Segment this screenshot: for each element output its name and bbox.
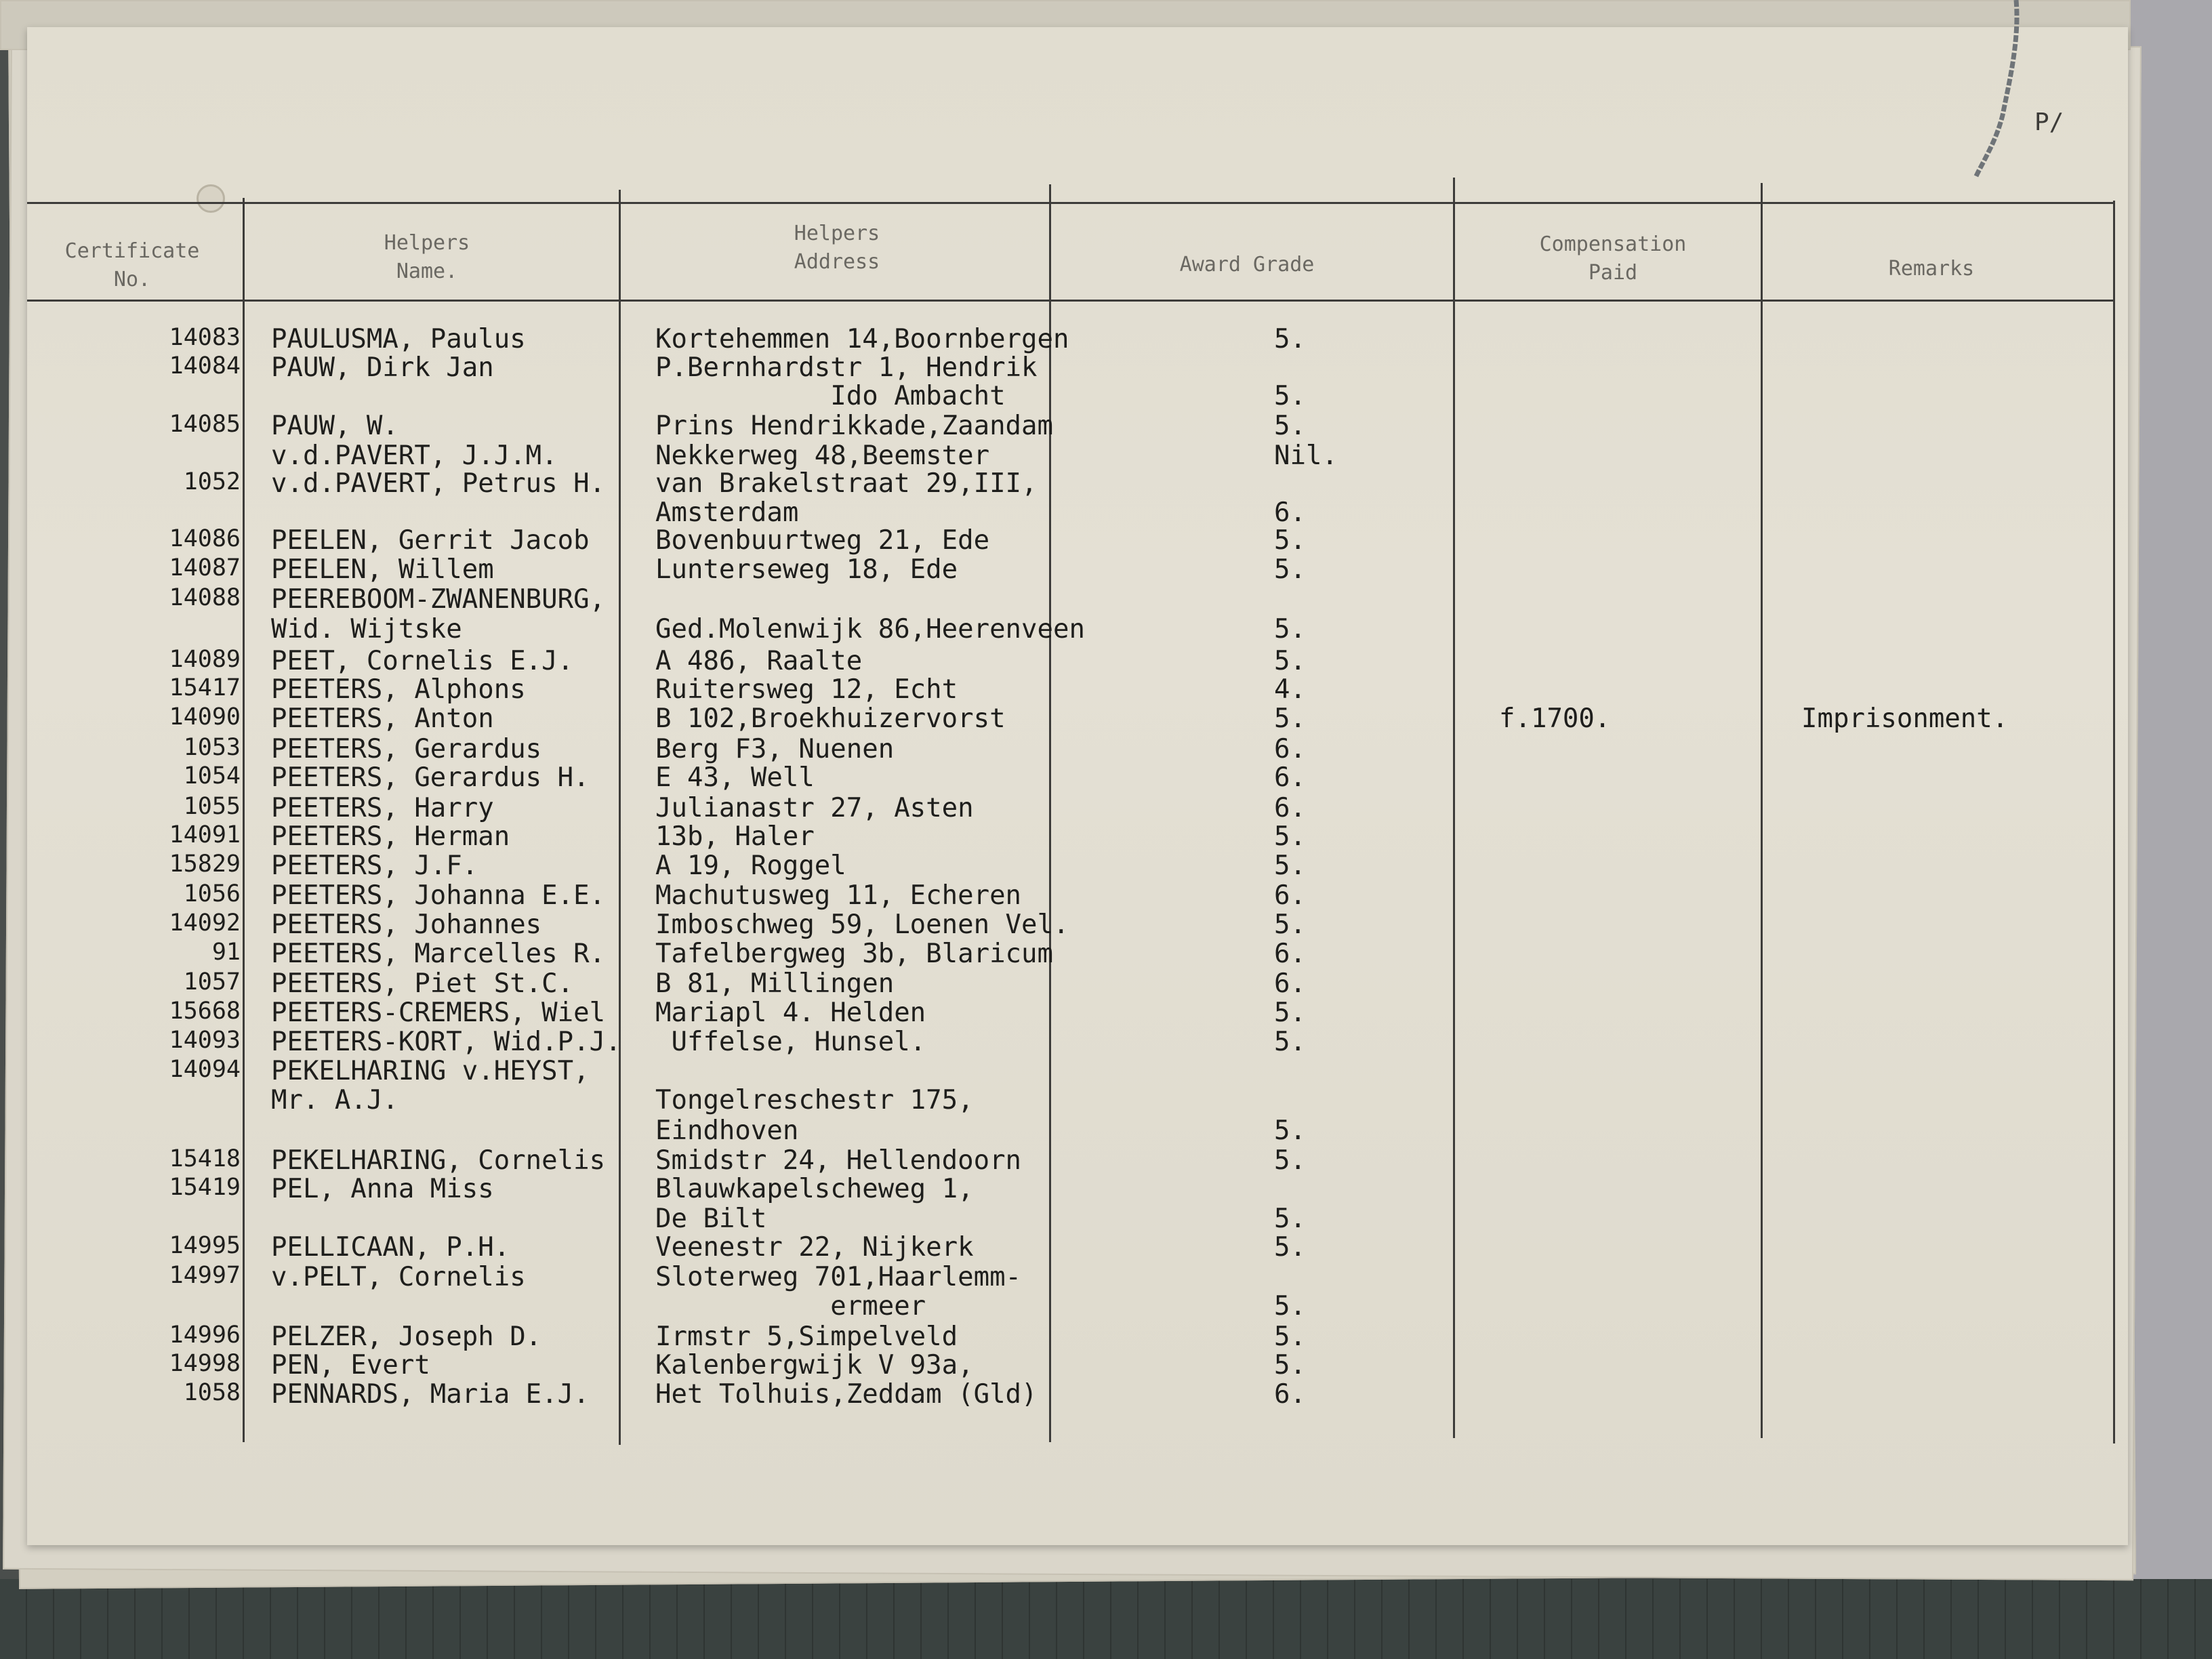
- cell-cert: 14086: [169, 525, 241, 552]
- cell-address: Veenestr 22, Nijkerk: [655, 1232, 974, 1263]
- cell-address: Tongelreschestr 175,: [655, 1085, 974, 1115]
- table-row: [27, 584, 2142, 614]
- header-award-grade: Award Grade: [1179, 253, 1315, 276]
- cell-award: 5.: [1274, 646, 1306, 676]
- cell-address: Bovenbuurtweg 21, Ede: [655, 525, 990, 556]
- cell-name: PEET, Cornelis E.J.: [271, 646, 574, 676]
- table-row: [27, 1056, 2142, 1086]
- document-sheet: [27, 27, 2128, 1545]
- cell-address: 13b, Haler: [655, 821, 815, 852]
- cell-award: 6.: [1274, 880, 1306, 911]
- cell-name: PAUW, W.: [271, 411, 398, 441]
- cell-award: 6.: [1274, 1379, 1306, 1410]
- cell-name: PELZER, Joseph D.: [271, 1322, 542, 1352]
- table-row: [27, 441, 2142, 470]
- cell-award: 5.: [1274, 411, 1306, 441]
- cell-name: PELLICAAN, P.H.: [271, 1232, 510, 1263]
- page-corner-mark: P/: [2034, 108, 2064, 136]
- cell-cert: 15417: [169, 674, 241, 701]
- cell-address: Lunterseweg 18, Ede: [655, 554, 958, 585]
- table-top-border: [27, 202, 2114, 204]
- cell-award: 5.: [1274, 909, 1306, 940]
- cell-name: PEEREBOOM-ZWANENBURG,: [271, 584, 606, 615]
- table-row: [27, 1350, 2142, 1380]
- header-certificate: Certificate No.: [64, 239, 200, 291]
- table-row: [27, 998, 2142, 1027]
- cell-name: PEETERS, Alphons: [271, 674, 526, 705]
- cell-award: 5.: [1274, 1322, 1306, 1352]
- cell-award: 5.: [1274, 1115, 1306, 1146]
- cell-name: PEKELHARING v.HEYST,: [271, 1056, 590, 1086]
- cell-award: 6.: [1274, 793, 1306, 823]
- cell-award: 4.: [1274, 674, 1306, 705]
- cell-remarks: Imprisonment.: [1801, 703, 2009, 734]
- cell-name: PEETERS-KORT, Wid.P.J.: [271, 1027, 621, 1057]
- cell-cert: 14092: [169, 909, 241, 937]
- cell-award: 5.: [1274, 1350, 1306, 1380]
- table-row: [27, 1145, 2142, 1175]
- table-row: [27, 554, 2142, 584]
- cell-address: ermeer: [655, 1291, 926, 1322]
- cell-name: PEETERS, Piet St.C.: [271, 968, 574, 999]
- cell-address: De Bilt: [655, 1204, 767, 1234]
- table-row: [27, 851, 2142, 880]
- cell-cert: 15419: [169, 1174, 241, 1201]
- table-row: [27, 968, 2142, 998]
- cell-address: Ido Ambacht: [655, 381, 1006, 411]
- cell-cert: 14083: [169, 324, 241, 351]
- cell-award: 5.: [1274, 324, 1306, 354]
- cell-name: PEETERS, Gerardus H.: [271, 762, 590, 793]
- binding-string: [1969, 0, 2023, 183]
- cell-cert: 15418: [169, 1145, 241, 1172]
- cell-award: 5.: [1274, 1145, 1306, 1176]
- table-row: [27, 909, 2142, 939]
- cell-name: PEETERS-CREMERS, Wiel: [271, 998, 606, 1028]
- cell-cert: 14085: [169, 411, 241, 438]
- cell-address: Ged.Molenwijk 86,Heerenveen: [655, 614, 1085, 644]
- cell-address: Kortehemmen 14,Boornbergen: [655, 324, 1069, 354]
- cell-award: 6.: [1274, 497, 1306, 528]
- cell-address: Nekkerweg 48,Beemster: [655, 441, 990, 471]
- cell-address: Mariapl 4. Helden: [655, 998, 926, 1028]
- cell-address: Eindhoven: [655, 1115, 799, 1146]
- cell-address: van Brakelstraat 29,III,: [655, 468, 1038, 499]
- cell-award: 5.: [1274, 703, 1306, 734]
- cell-cert: 91: [211, 939, 241, 966]
- cell-address: Amsterdam: [655, 497, 799, 528]
- header-compensation-paid: Compensation Paid: [1539, 232, 1687, 285]
- cell-cert: 14094: [169, 1056, 241, 1083]
- cell-award: 5.: [1274, 525, 1306, 556]
- cell-cert: 1057: [183, 968, 241, 996]
- cell-comp: f.1700.: [1499, 703, 1611, 734]
- table-row: [27, 1085, 2142, 1115]
- table-row: [27, 762, 2142, 792]
- cell-award: 5.: [1274, 1232, 1306, 1263]
- cell-cert: 14093: [169, 1027, 241, 1054]
- cell-name: v.d.PAVERT, Petrus H.: [271, 468, 606, 499]
- cell-address: A 19, Roggel: [655, 851, 846, 881]
- table-row: [27, 1322, 2142, 1351]
- cell-award: 5.: [1274, 381, 1306, 411]
- cell-name: PEETERS, Harry: [271, 793, 494, 823]
- cell-award: 6.: [1274, 762, 1306, 793]
- cell-cert: 14090: [169, 703, 241, 731]
- cell-address: Prins Hendrikkade,Zaandam: [655, 411, 1053, 441]
- cell-name: PEKELHARING, Cornelis: [271, 1145, 606, 1176]
- table-row: [27, 497, 2142, 527]
- cell-name: v.d.PAVERT, J.J.M.: [271, 441, 558, 471]
- cell-award: 5.: [1274, 851, 1306, 881]
- cell-award: 5.: [1274, 614, 1306, 644]
- cell-name: PAULUSMA, Paulus: [271, 324, 526, 354]
- cell-name: Mr. A.J.: [271, 1085, 398, 1115]
- table-row: [27, 939, 2142, 968]
- cell-address: Ruitersweg 12, Echt: [655, 674, 958, 705]
- table-row: [27, 324, 2142, 354]
- cell-address: Het Tolhuis,Zeddam (Gld): [655, 1379, 1038, 1410]
- cell-name: PEELEN, Gerrit Jacob: [271, 525, 590, 556]
- cell-address: Smidstr 24, Hellendoorn: [655, 1145, 1022, 1176]
- table-row: [27, 1262, 2142, 1292]
- table-row: [27, 525, 2142, 555]
- cell-cert: 14088: [169, 584, 241, 611]
- cell-cert: 14998: [169, 1350, 241, 1377]
- cell-award: 5.: [1274, 554, 1306, 585]
- table-row: [27, 468, 2142, 498]
- cell-award: 5.: [1274, 1204, 1306, 1234]
- cell-cert: 14091: [169, 821, 241, 848]
- cell-award: Nil.: [1274, 441, 1338, 471]
- table-row: [27, 734, 2142, 764]
- table-row: [27, 411, 2142, 441]
- table-row: [27, 1291, 2142, 1321]
- table-row: [27, 821, 2142, 851]
- cell-name: PEETERS, Johanna E.E.: [271, 880, 606, 911]
- header-remarks: Remarks: [1888, 257, 1975, 281]
- cell-address: Machutusweg 11, Echeren: [655, 880, 1022, 911]
- cell-address: Sloterweg 701,Haarlemm-: [655, 1262, 1022, 1292]
- cell-address: A 486, Raalte: [655, 646, 863, 676]
- cell-name: PEETERS, Marcelles R.: [271, 939, 606, 969]
- table-row: [27, 1174, 2142, 1204]
- punch-hole: [197, 184, 225, 213]
- cell-address: E 43, Well: [655, 762, 815, 793]
- cell-address: Blauwkapelscheweg 1,: [655, 1174, 974, 1204]
- cell-award: 6.: [1274, 968, 1306, 999]
- cell-name: PEN, Evert: [271, 1350, 430, 1380]
- cell-cert: 14084: [169, 352, 241, 380]
- table-row: [27, 674, 2142, 704]
- table-row: [27, 352, 2142, 382]
- cell-cert: 14996: [169, 1322, 241, 1349]
- table-row: [27, 1115, 2142, 1145]
- cell-cert: 1052: [183, 468, 241, 495]
- table-row: [27, 703, 2142, 733]
- cell-name: PEL, Anna Miss: [271, 1174, 494, 1204]
- cell-name: Wid. Wijtske: [271, 614, 462, 644]
- cell-address: B 81, Millingen: [655, 968, 895, 999]
- table-row: [27, 880, 2142, 910]
- cell-name: PEELEN, Willem: [271, 554, 494, 585]
- cell-cert: 15668: [169, 998, 241, 1025]
- cell-award: 5.: [1274, 998, 1306, 1028]
- cell-award: 6.: [1274, 939, 1306, 969]
- table-row: [27, 614, 2142, 644]
- cell-cert: 1056: [183, 880, 241, 907]
- cell-address: Imboschweg 59, Loenen Vel.: [655, 909, 1069, 940]
- cell-cert: 14997: [169, 1262, 241, 1289]
- cell-award: 5.: [1274, 1027, 1306, 1057]
- cell-address: P.Bernhardstr 1, Hendrik: [655, 352, 1038, 383]
- cell-address: Berg F3, Nuenen: [655, 734, 895, 764]
- table-row: [27, 1204, 2142, 1233]
- header-helpers-name: Helpers Name.: [384, 231, 470, 283]
- table-row: [27, 793, 2142, 823]
- cell-name: PEETERS, Herman: [271, 821, 510, 852]
- cell-name: PEETERS, Anton: [271, 703, 494, 734]
- cell-cert: 14087: [169, 554, 241, 581]
- header-bottom-border: [27, 300, 2114, 302]
- cell-award: 6.: [1274, 734, 1306, 764]
- header-helpers-address: Helpers Address: [794, 222, 880, 274]
- cell-name: PEETERS, J.F.: [271, 851, 478, 881]
- cell-cert: 14089: [169, 646, 241, 673]
- cell-cert: 1058: [183, 1379, 241, 1406]
- cell-address: Tafelbergweg 3b, Blaricum: [655, 939, 1053, 969]
- table-row: [27, 1379, 2142, 1409]
- cell-cert: 14995: [169, 1232, 241, 1259]
- cutting-mat: [0, 1579, 2212, 1659]
- cell-name: PAUW, Dirk Jan: [271, 352, 494, 383]
- cell-cert: 15829: [169, 851, 241, 878]
- table-row: [27, 646, 2142, 676]
- table-row: [27, 381, 2142, 411]
- table-row: [27, 1232, 2142, 1262]
- cell-address: B 102,Broekhuizervorst: [655, 703, 1006, 734]
- cell-name: PEETERS, Johannes: [271, 909, 542, 940]
- cell-address: Irmstr 5,Simpelveld: [655, 1322, 958, 1352]
- cell-cert: 1055: [183, 793, 241, 820]
- cell-award: 5.: [1274, 1291, 1306, 1322]
- table-row: [27, 1027, 2142, 1057]
- cell-name: PENNARDS, Maria E.J.: [271, 1379, 590, 1410]
- cell-cert: 1054: [183, 762, 241, 790]
- cell-address: Uffelse, Hunsel.: [655, 1027, 926, 1057]
- cell-name: PEETERS, Gerardus: [271, 734, 542, 764]
- cell-address: Julianastr 27, Asten: [655, 793, 974, 823]
- cell-award: 5.: [1274, 821, 1306, 852]
- cell-address: Kalenbergwijk V 93a,: [655, 1350, 974, 1380]
- cell-cert: 1053: [183, 734, 241, 761]
- cell-name: v.PELT, Cornelis: [271, 1262, 526, 1292]
